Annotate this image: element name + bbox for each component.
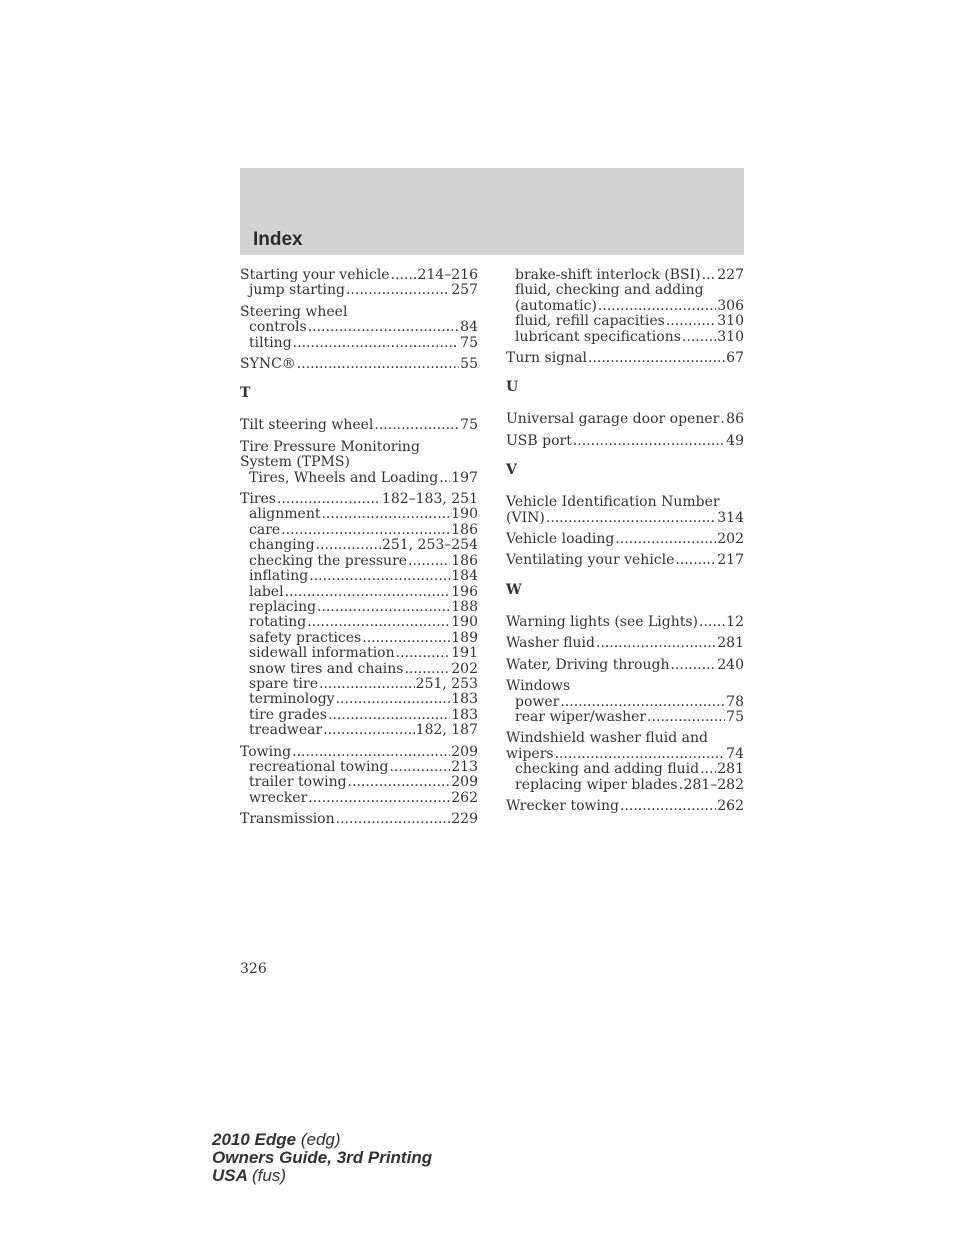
index-page-ref: 182–183, 251 bbox=[381, 491, 478, 508]
index-page-ref: 183 bbox=[451, 706, 478, 723]
dot-leader bbox=[374, 418, 459, 433]
index-page-ref: 227 bbox=[717, 267, 744, 283]
index-subentry bbox=[240, 708, 478, 723]
index-page-ref: 75 bbox=[460, 417, 478, 434]
index-entry-line bbox=[240, 268, 478, 283]
index-page-ref: 184 bbox=[451, 568, 478, 585]
index-entry bbox=[240, 305, 478, 351]
index-subentry bbox=[240, 585, 478, 600]
index-subentry bbox=[506, 283, 744, 298]
index-entry bbox=[240, 357, 478, 372]
index-subentry bbox=[506, 330, 744, 345]
index-entry bbox=[506, 532, 744, 547]
index-term: Ventilating your vehicle bbox=[506, 552, 675, 569]
index-subentry bbox=[240, 283, 478, 298]
index-column-right bbox=[506, 268, 744, 820]
dot-leader bbox=[281, 523, 450, 538]
dot-leader bbox=[647, 710, 725, 725]
index-page-ref: 189 bbox=[451, 629, 478, 646]
footer-model: 2010 Edge bbox=[212, 1130, 297, 1149]
index-subentry bbox=[240, 791, 478, 806]
index-subentry bbox=[506, 268, 744, 283]
dot-leader bbox=[702, 268, 717, 283]
index-entry bbox=[240, 745, 478, 807]
footer-guide: Owners Guide, 3rd Printing bbox=[212, 1148, 433, 1167]
index-page-ref: 75 bbox=[460, 334, 478, 351]
index-page-ref: 281 bbox=[717, 635, 744, 652]
index-page-ref: 217 bbox=[717, 552, 744, 569]
index-term: tire grades bbox=[249, 706, 327, 723]
index-entry-line bbox=[506, 799, 744, 814]
dot-leader bbox=[319, 677, 415, 692]
index-letter-heading: U bbox=[506, 379, 519, 396]
index-page-ref: 84 bbox=[460, 319, 478, 336]
index-term: spare tire bbox=[249, 675, 319, 692]
index-page-ref: 183 bbox=[451, 691, 478, 708]
index-page-ref: 49 bbox=[726, 432, 744, 449]
dot-leader bbox=[277, 492, 381, 507]
dot-leader bbox=[307, 615, 450, 630]
index-page-ref: 196 bbox=[451, 583, 478, 600]
dot-leader bbox=[670, 658, 716, 673]
index-term: lubricant specifications bbox=[515, 328, 681, 345]
index-term: tilting bbox=[249, 334, 292, 351]
index-term: controls bbox=[249, 319, 307, 336]
index-page-ref: 251, 253 bbox=[415, 675, 478, 692]
dot-leader bbox=[573, 434, 725, 449]
index-entry bbox=[506, 434, 744, 449]
index-page-ref: 209 bbox=[451, 774, 478, 791]
dot-leader bbox=[598, 299, 716, 314]
index-entry bbox=[506, 351, 744, 366]
dot-leader bbox=[615, 532, 716, 547]
index-entry bbox=[240, 440, 478, 486]
footer-model-code: (edg) bbox=[300, 1130, 341, 1149]
index-entry-line bbox=[506, 731, 744, 746]
index-page-ref: 188 bbox=[451, 598, 478, 615]
dot-leader bbox=[699, 615, 725, 630]
index-term: Tires bbox=[240, 491, 276, 508]
index-entry bbox=[506, 731, 744, 793]
index-term: safety practices bbox=[249, 629, 362, 646]
footer bbox=[212, 1131, 432, 1185]
index-page-ref: 186 bbox=[451, 521, 478, 538]
index-entry bbox=[240, 268, 478, 299]
index-page-ref: 251, 253–254 bbox=[381, 537, 478, 554]
index-entry bbox=[506, 553, 744, 568]
dot-leader bbox=[336, 692, 451, 707]
index-subentry bbox=[506, 299, 744, 314]
dot-leader bbox=[720, 412, 725, 427]
index-page-ref: 240 bbox=[717, 656, 744, 673]
index-term: fluid, checking and adding bbox=[515, 282, 704, 299]
dot-leader bbox=[679, 778, 683, 793]
index-entry bbox=[506, 495, 744, 526]
dot-leader bbox=[293, 336, 460, 351]
dot-leader bbox=[348, 775, 451, 790]
index-entry-line bbox=[506, 495, 744, 510]
index-term: trailer towing bbox=[249, 774, 347, 791]
index-entry-line bbox=[240, 357, 478, 372]
dot-leader bbox=[620, 799, 716, 814]
index-page-ref: 314 bbox=[717, 509, 744, 526]
index-term: Transmission bbox=[240, 811, 335, 828]
index-entry bbox=[506, 615, 744, 630]
index-term: label bbox=[249, 583, 284, 600]
index-term: Windshield washer fluid and bbox=[506, 730, 708, 747]
index-entry-line bbox=[506, 412, 744, 427]
index-term: care bbox=[249, 521, 281, 538]
index-term: Starting your vehicle bbox=[240, 267, 390, 283]
dot-leader bbox=[700, 762, 716, 777]
index-entry bbox=[506, 412, 744, 427]
index-page-ref: 191 bbox=[451, 645, 478, 662]
dot-leader bbox=[546, 511, 716, 526]
index-page-ref: 190 bbox=[451, 506, 478, 523]
footer-line-model bbox=[212, 1131, 432, 1149]
index-term: Wrecker towing bbox=[506, 797, 619, 814]
index-subentry bbox=[240, 600, 478, 615]
index-subentry bbox=[506, 695, 744, 710]
index-page-ref: 55 bbox=[460, 356, 478, 373]
index-term: fluid, refill capacities bbox=[515, 313, 665, 330]
index-page-ref: 214–216 bbox=[417, 267, 478, 283]
dot-leader bbox=[675, 553, 716, 568]
index-entry bbox=[506, 799, 744, 814]
index-term: replacing bbox=[249, 598, 317, 615]
dot-leader bbox=[682, 330, 716, 345]
dot-leader bbox=[362, 631, 450, 646]
index-term: changing bbox=[249, 537, 315, 554]
index-term: USB port bbox=[506, 432, 572, 449]
index-term: recreational towing bbox=[249, 758, 389, 775]
index-term: brake-shift interlock (BSI) bbox=[515, 267, 701, 283]
page-number: 326 bbox=[240, 961, 267, 977]
index-term: replacing wiper blades bbox=[515, 776, 678, 793]
dot-leader bbox=[317, 600, 450, 615]
dot-leader bbox=[316, 538, 381, 553]
dot-leader bbox=[297, 357, 459, 372]
footer-line-region bbox=[212, 1167, 432, 1185]
dot-leader bbox=[555, 747, 726, 762]
index-term: Tire Pressure Monitoring bbox=[240, 438, 420, 455]
index-term: jump starting bbox=[249, 282, 345, 299]
index-term: treadwear bbox=[249, 722, 323, 739]
index-entry-line bbox=[506, 658, 744, 673]
index-term: Water, Driving through bbox=[506, 656, 670, 673]
dot-leader bbox=[328, 708, 450, 723]
index-entry bbox=[506, 658, 744, 673]
index-term: Universal garage door opener bbox=[506, 411, 720, 428]
footer-region: USA bbox=[212, 1166, 248, 1185]
index-page-ref: 190 bbox=[451, 614, 478, 631]
index-term: Tilt steering wheel bbox=[240, 417, 374, 434]
index-entry bbox=[506, 679, 744, 725]
index-subentry bbox=[240, 569, 478, 584]
index-entry-line bbox=[506, 351, 744, 366]
index-subentry bbox=[240, 646, 478, 661]
index-page-ref: 202 bbox=[717, 531, 744, 548]
index-subentry bbox=[506, 314, 744, 329]
dot-leader bbox=[439, 471, 450, 486]
index-page-ref: 202 bbox=[451, 660, 478, 677]
index-subentry bbox=[506, 710, 744, 725]
dot-leader bbox=[389, 760, 450, 775]
index-letter-heading: V bbox=[506, 462, 517, 479]
index-page-ref: 310 bbox=[717, 328, 744, 345]
index-page-ref: 74 bbox=[726, 745, 744, 762]
index-term: inflating bbox=[249, 568, 309, 585]
index-page-ref: 281–282 bbox=[683, 776, 744, 793]
index-page-ref: 262 bbox=[451, 789, 478, 806]
index-term: Towing bbox=[240, 743, 292, 760]
index-term: sidewall information bbox=[249, 645, 395, 662]
index-subentry bbox=[240, 662, 478, 677]
index-term: Windows bbox=[506, 678, 571, 695]
footer-region-code: (fus) bbox=[252, 1166, 286, 1185]
index-entry-line bbox=[506, 615, 744, 630]
index-term: Warning lights (see Lights) bbox=[506, 613, 699, 630]
index-term: Tires, Wheels and Loading bbox=[249, 469, 439, 486]
index-subentry bbox=[240, 538, 478, 553]
dot-leader bbox=[336, 812, 451, 827]
index-subentry bbox=[240, 507, 478, 522]
index-column-left bbox=[240, 268, 478, 834]
index-term: SYNC® bbox=[240, 356, 296, 373]
index-page-ref: 86 bbox=[726, 411, 744, 428]
dot-leader bbox=[308, 791, 450, 806]
index-page-ref: 281 bbox=[717, 761, 744, 778]
index-page-ref: 67 bbox=[726, 350, 744, 367]
dot-leader bbox=[391, 268, 417, 283]
index-entry-line bbox=[506, 679, 744, 694]
dot-leader bbox=[408, 554, 450, 569]
dot-leader bbox=[321, 507, 450, 522]
dot-leader bbox=[308, 320, 459, 335]
index-page-ref: 186 bbox=[451, 552, 478, 569]
index-term: checking and adding fluid bbox=[515, 761, 700, 778]
index-entry bbox=[240, 492, 478, 739]
dot-leader bbox=[560, 695, 725, 710]
index-term: System (TPMS) bbox=[240, 454, 350, 471]
index-entry-line bbox=[506, 553, 744, 568]
index-term: Washer fluid bbox=[506, 635, 595, 652]
dot-leader bbox=[588, 351, 725, 366]
index-entry bbox=[506, 268, 744, 345]
index-subentry bbox=[506, 762, 744, 777]
index-page-ref: 229 bbox=[451, 811, 478, 828]
index-entry-line bbox=[240, 305, 478, 320]
index-entry-line bbox=[240, 492, 478, 507]
dot-leader bbox=[346, 283, 450, 298]
dot-leader bbox=[323, 723, 414, 738]
index-letter-heading: W bbox=[506, 581, 522, 598]
index-entry-line bbox=[240, 440, 478, 455]
index-entry bbox=[240, 812, 478, 827]
index-page-ref: 262 bbox=[717, 797, 744, 814]
index-page-ref: 257 bbox=[451, 282, 478, 299]
dot-leader bbox=[396, 646, 451, 661]
index-subentry bbox=[506, 778, 744, 793]
index-term: wrecker bbox=[249, 789, 308, 806]
index-entry-line bbox=[506, 532, 744, 547]
index-entry-line bbox=[240, 455, 478, 470]
index-subentry bbox=[240, 692, 478, 707]
dot-leader bbox=[666, 314, 716, 329]
index-term: (VIN) bbox=[506, 509, 545, 526]
index-subentry bbox=[240, 615, 478, 630]
index-letter-heading: T bbox=[240, 385, 251, 402]
index-page-ref: 182, 187 bbox=[415, 722, 478, 739]
index-entry bbox=[506, 636, 744, 651]
index-subentry bbox=[240, 554, 478, 569]
index-subentry bbox=[240, 760, 478, 775]
index-page-ref: 78 bbox=[726, 693, 744, 710]
index-term: Steering wheel bbox=[240, 303, 348, 320]
index-term: checking the pressure bbox=[249, 552, 408, 569]
index-entry-line bbox=[506, 636, 744, 651]
index-term: terminology bbox=[249, 691, 335, 708]
index-subentry bbox=[240, 631, 478, 646]
index-term: Vehicle loading bbox=[506, 531, 615, 548]
dot-leader bbox=[285, 585, 451, 600]
index-entry-line bbox=[506, 434, 744, 449]
dot-leader bbox=[404, 662, 450, 677]
index-term: rotating bbox=[249, 614, 307, 631]
dot-leader bbox=[309, 569, 450, 584]
index-page-ref: 306 bbox=[717, 297, 744, 314]
index-term: alignment bbox=[249, 506, 321, 523]
index-entry-line bbox=[240, 418, 478, 433]
index-subentry bbox=[240, 471, 478, 486]
index-term: (automatic) bbox=[515, 297, 597, 314]
index-page-ref: 310 bbox=[717, 313, 744, 330]
index-subentry bbox=[240, 320, 478, 335]
index-entry-line bbox=[240, 812, 478, 827]
index-entry-line bbox=[506, 747, 744, 762]
index-page-ref: 213 bbox=[451, 758, 478, 775]
dot-leader bbox=[596, 636, 716, 651]
index-term: Turn signal bbox=[506, 350, 587, 367]
index-page-ref: 12 bbox=[726, 613, 744, 630]
index-term: power bbox=[515, 693, 560, 710]
index-page-ref: 209 bbox=[451, 743, 478, 760]
index-term: snow tires and chains bbox=[249, 660, 404, 677]
index-term: wipers bbox=[506, 745, 554, 762]
index-term: rear wiper/washer bbox=[515, 708, 647, 725]
index-entry bbox=[240, 418, 478, 433]
index-entry-line bbox=[506, 511, 744, 526]
index-entry-line bbox=[240, 745, 478, 760]
index-subentry bbox=[240, 775, 478, 790]
dot-leader bbox=[292, 745, 450, 760]
index-subentry bbox=[240, 336, 478, 351]
index-subentry bbox=[240, 677, 478, 692]
index-page-ref: 75 bbox=[726, 708, 744, 725]
header-band bbox=[240, 168, 744, 255]
index-term: Vehicle Identification Number bbox=[506, 494, 720, 511]
index-page-ref: 197 bbox=[451, 469, 478, 486]
index-subentry bbox=[240, 723, 478, 738]
page-title: Index bbox=[253, 229, 303, 250]
index-subentry bbox=[240, 523, 478, 538]
